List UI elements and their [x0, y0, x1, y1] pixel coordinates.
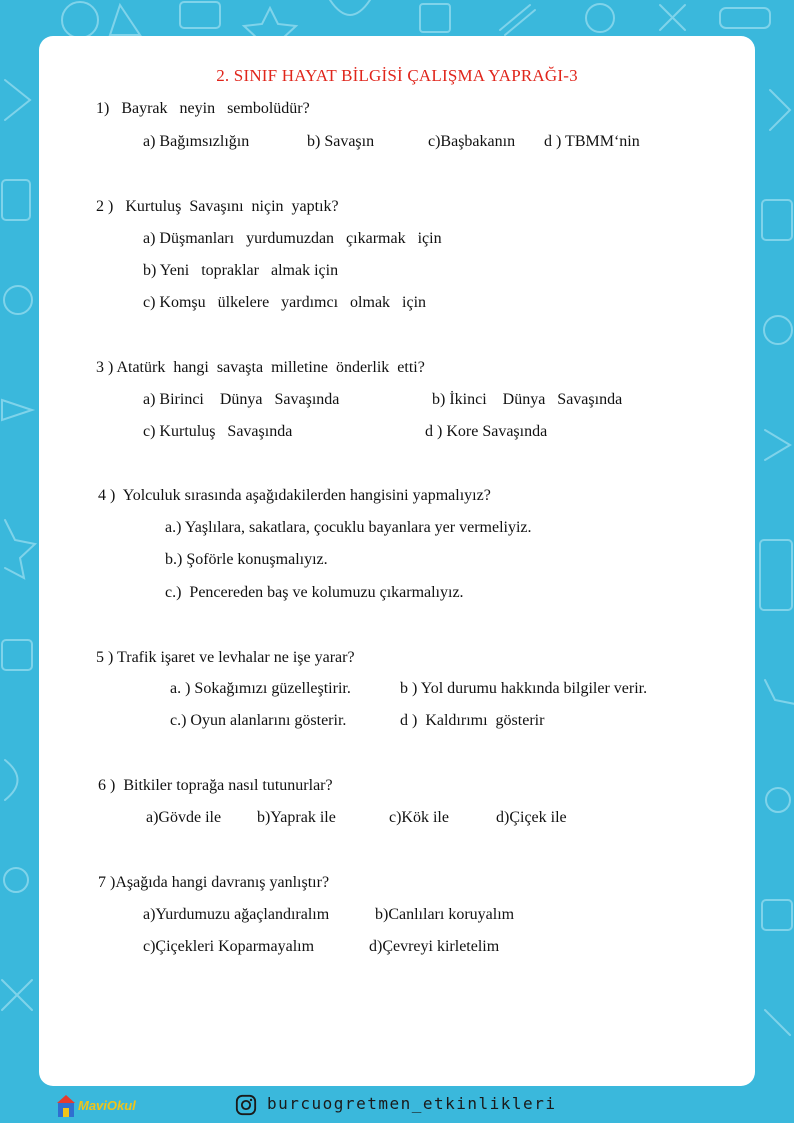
question-1: 1) Bayrak neyin sembolüdür? [96, 100, 310, 117]
q1-option-c: c)Başbakanın [428, 133, 516, 150]
question-6: 6 ) Bitkiler toprağa nasıl tutunurlar? [98, 777, 333, 794]
q5-option-c: c.) Oyun alanlarını gösterir. [170, 712, 347, 729]
q7-option-d: d)Çevreyi kirletelim [369, 938, 500, 955]
page-title: 2. SINIF HAYAT BİLGİSİ ÇALIŞMA YAPRAĞI-3 [216, 66, 578, 85]
q6-option-c: c)Kök ile [389, 809, 449, 826]
question-5: 5 ) Trafik işaret ve levhalar ne işe yarar? [96, 649, 355, 666]
q4-option-c: c.) Pencereden baş ve kolumuzu çıkarmalıyız. [165, 584, 464, 601]
q2-option-b: b) Yeni topraklar almak için [143, 262, 339, 279]
instagram-icon [235, 1094, 257, 1116]
question-4: 4 ) Yolculuk sırasında aşağıdakilerden hangisini yapmalıyız? [98, 487, 491, 504]
instagram-handle: burcuogretmen_etkinlikleri [267, 1094, 557, 1113]
q3-option-d: d ) Kore Savaşında [425, 423, 548, 440]
q3-option-b: b) İkinci Dünya Savaşında [432, 391, 623, 408]
q7-option-c: c)Çiçekleri Koparmayalım [143, 938, 315, 955]
maviokul-logo-icon [55, 1092, 77, 1122]
q4-option-a: a.) Yaşlılara, sakatlara, çocuklu bayanlara yer vermeliyiz. [165, 519, 532, 536]
footer-logo-text: MaviOkul [78, 1098, 136, 1113]
question-7: 7 )Aşağıda hangi davranış yanlıştır? [98, 874, 330, 891]
q2-option-c: c) Komşu ülkelere yardımcı olmak için [143, 294, 427, 311]
q6-option-d: d)Çiçek ile [496, 809, 567, 826]
q7-option-a: a)Yurdumuzu ağaçlandıralım [143, 906, 330, 923]
q1-option-a: a) Bağımsızlığın [143, 133, 250, 150]
worksheet-paper [39, 36, 755, 1086]
q6-option-b: b)Yaprak ile [257, 809, 336, 826]
q5-option-b: b ) Yol durumu hakkında bilgiler verir. [400, 680, 648, 697]
q5-option-a: a. ) Sokağımızı güzelleştirir. [170, 680, 351, 697]
q5-option-d: d ) Kaldırımı gösterir [400, 712, 545, 729]
q2-option-a: a) Düşmanları yurdumuzdan çıkarmak için [143, 230, 442, 247]
q1-option-b: b) Savaşın [307, 133, 375, 150]
question-3: 3 ) Atatürk hangi savaşta milletine önderlik etti? [96, 359, 425, 376]
q1-option-d: d ) TBMM‘nin [544, 133, 640, 150]
q6-option-a: a)Gövde ile [146, 809, 222, 826]
q3-option-c: c) Kurtuluş Savaşında [143, 423, 293, 440]
question-2: 2 ) Kurtuluş Savaşını niçin yaptık? [96, 198, 339, 215]
q4-option-b: b.) Şoförle konuşmalıyız. [165, 551, 328, 568]
q3-option-a: a) Birinci Dünya Savaşında [143, 391, 340, 408]
q7-option-b: b)Canlıları koruyalım [375, 906, 515, 923]
